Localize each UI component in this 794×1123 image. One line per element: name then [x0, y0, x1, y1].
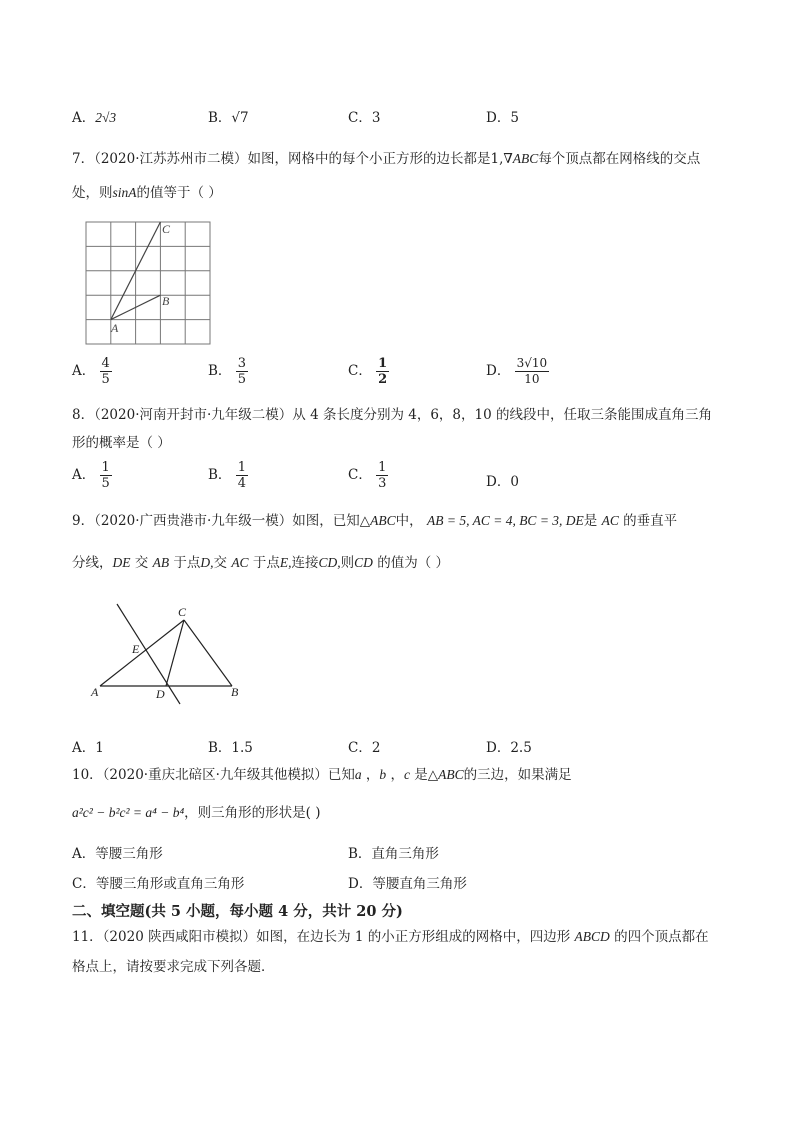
q9-stem-line2: 分线，DE 交 AB 于点D,交 AC 于点E,连接CD,则CD 的值为（ ）	[72, 555, 449, 571]
label-a: A	[91, 685, 99, 699]
label-a: A	[111, 321, 119, 335]
q8-stem-line1: 8．（2020·河南开封市·九年级二模）从 4 条长度分别为 4，6，8，10 的线段中，任取三条能围成直角三角	[72, 407, 712, 423]
q8-stem-line2: 形的概率是（ ）	[72, 435, 171, 451]
q10-stem-line2: a²c² − b²c² = a⁴ − b⁴，则三角形的形状是( )	[72, 805, 321, 821]
q7-stem-line1: 7．（2020·江苏苏州市二模）如图，网格中的每个小正方形的边长都是1,∇ABC每个顶点都在网格线的交点	[72, 151, 701, 167]
label-d: D	[156, 687, 165, 701]
q7-option-d: D． $\frac{3√10}{10}$	[486, 356, 548, 386]
fraction: $\frac{1}{2}$	[378, 356, 388, 387]
q10-equation: a²c² − b²c² = a⁴ − b⁴	[72, 805, 185, 820]
q10-option-c: C．等腰三角形或直角三角形	[72, 876, 245, 892]
q10-option-d: D．等腰直角三角形	[348, 876, 467, 892]
q8-option-b: B． $\frac{1}{4}$	[208, 460, 246, 491]
grid-border	[86, 222, 210, 344]
label-e: E	[132, 642, 140, 656]
q11-stem-line2: 格点上，请按要求完成下列各题．	[72, 959, 275, 975]
fraction: $\frac{1}{3}$	[378, 460, 387, 491]
label-b: B	[162, 294, 170, 308]
segment-cd	[166, 620, 184, 686]
q7-option-b: B． $\frac{3}{5}$	[208, 356, 246, 387]
q6-option-d: D．5	[486, 110, 519, 126]
q11-stem-line1: 11．（2020 陕西咸阳市模拟）如图，在边长为 1 的小正方形组成的网格中，四边形 ABCD 的四个顶点都在	[72, 929, 709, 945]
q6-option-b-value: √7	[231, 110, 249, 126]
q6-option-c: C．3	[348, 110, 381, 126]
fraction: $\frac{4}{5}$	[101, 356, 110, 387]
side-ac	[100, 620, 184, 686]
q8-option-d: D．0	[486, 474, 519, 490]
q9-stem-line1: 9．（2020·广西贵港市·九年级一模）如图，已知△ABC中， AB = 5, AC = 4, BC = 3, DE是 AC 的垂直平	[72, 513, 678, 529]
q6-option-d-value: 5	[510, 110, 519, 126]
q9-option-d: D．2.5	[486, 740, 532, 756]
q7-option-a: A． $\frac{4}{5}$	[72, 356, 110, 387]
fraction: $\frac{1}{5}$	[101, 460, 110, 491]
q6-option-c-value: 3	[371, 110, 381, 126]
fraction: $\frac{1}{4}$	[237, 460, 246, 491]
section-title: 二、填空题(共 5 小题，每小题 4 分，共计 20 分)	[72, 903, 403, 920]
fraction: $\frac{3}{5}$	[237, 356, 246, 387]
fraction: $\frac{3√10}{10}$	[516, 356, 548, 386]
q9-triangle-figure	[88, 600, 258, 710]
q7-grid-figure	[84, 220, 214, 360]
q6-option-a-value: 2√3	[95, 110, 117, 125]
q9-option-b: B．1.5	[208, 740, 253, 756]
triangle-abc	[100, 604, 232, 704]
label-c: C	[162, 222, 171, 236]
q10-option-b: B．直角三角形	[348, 846, 439, 862]
q8-option-a: A． $\frac{1}{5}$	[72, 460, 110, 491]
grid-lines	[86, 222, 210, 344]
q9-option-a: A．1	[72, 740, 104, 756]
q10-option-a: A．等腰三角形	[72, 846, 163, 862]
line-de	[117, 604, 180, 704]
q8-option-c: C． $\frac{1}{3}$	[348, 460, 387, 491]
side-bc	[184, 620, 232, 686]
q7-stem-line2: 处，则sinA的值等于（ ）	[72, 185, 222, 201]
label-c: C	[178, 605, 187, 619]
q10-stem-line1: 10．（2020·重庆北碚区·九年级其他模拟）已知a ，b ，c 是△ABC的三边，如果满足	[72, 767, 572, 783]
q9-option-c: C．2	[348, 740, 381, 756]
q6-option-a: A．2√3	[72, 110, 117, 126]
q6-option-b: B．√7	[208, 110, 249, 126]
q7-option-c: C． $\frac{1}{2}$	[348, 356, 388, 387]
label-b: B	[231, 685, 239, 699]
